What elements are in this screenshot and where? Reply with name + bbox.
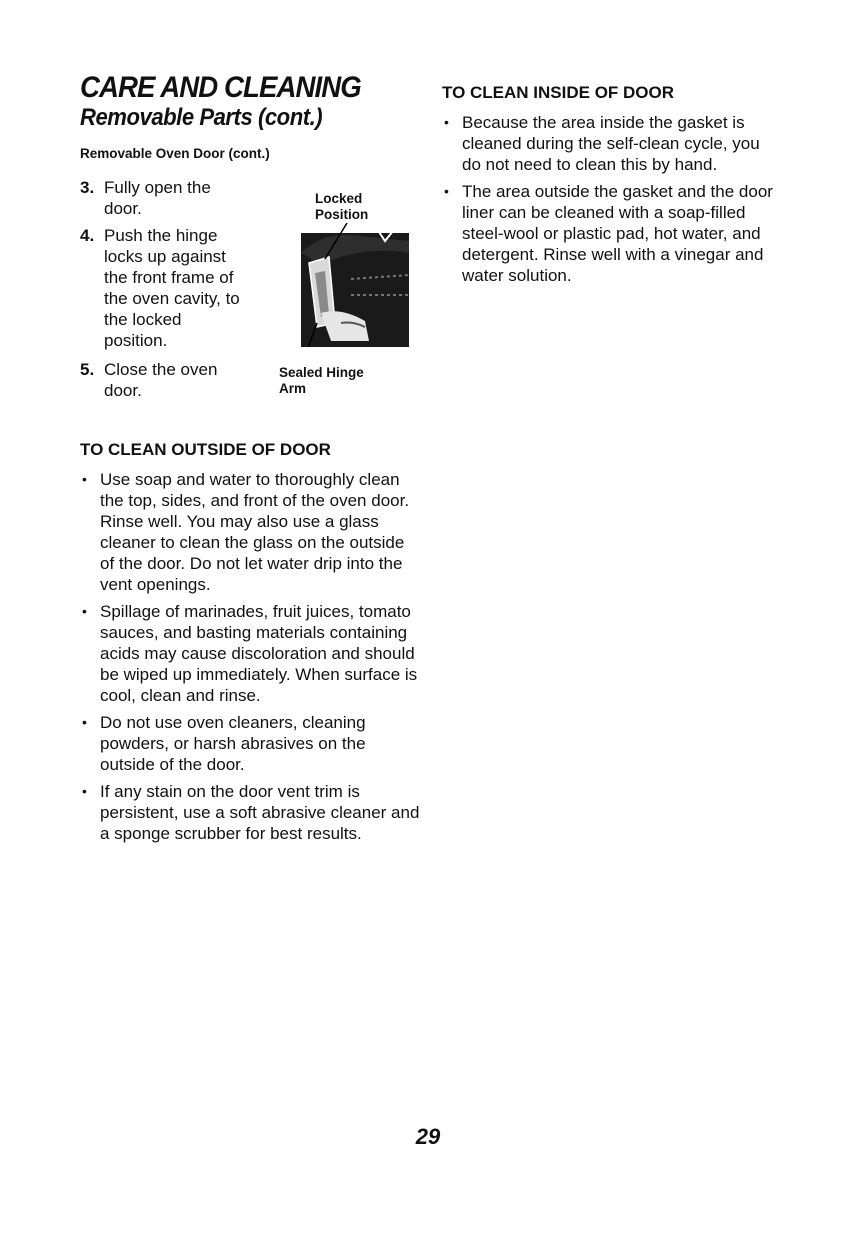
list-item (80, 469, 420, 595)
list-item-text: Because the area inside the gasket is cleaned during the self-clean cycle, you do not need to clean this by hand. (462, 113, 760, 174)
step-number: 5. (80, 360, 95, 379)
list-item-text: If any stain on the door vent trim is persistent, use a soft abrasive cleaner and a sponge scrubber for best results. (100, 782, 420, 843)
inside-door-list (442, 112, 782, 286)
page-title: CARE AND CLEANING (80, 71, 361, 104)
bullet-icon: • (444, 183, 449, 199)
step-text: Fully open the door. (104, 178, 211, 218)
list-item-text: Spillage of marinades, fruit juices, tomato sauces, and basting materials containing acids may cause discoloration and should be wiped up immediately. When surface is cool, clean and rinse. (100, 602, 418, 705)
list-item-text: The area outside the gasket and the door liner can be cleaned with a soap-filled steel-wool or plastic pad, hot water, and detergent. Rinse well with a vinegar and water solution. (462, 182, 773, 285)
figure-label-locked-position: Locked Position (315, 191, 369, 222)
step-number: 3. (80, 178, 95, 197)
bullet-icon: • (444, 114, 449, 130)
step-text: Close the oven door. (104, 360, 218, 400)
list-item (80, 712, 420, 775)
list-item-text: Do not use oven cleaners, cleaning powders, or harsh abrasives on the outside of the door. (100, 713, 366, 774)
list-item (442, 181, 782, 286)
page-number: 29 (415, 1124, 441, 1149)
left-column (80, 72, 420, 850)
outside-door-list (80, 469, 420, 844)
bullet-icon: • (82, 603, 87, 619)
bullet-icon: • (82, 471, 87, 487)
list-item (442, 112, 782, 175)
page-subtitle: Removable Parts (cont.) (80, 104, 323, 131)
list-item (80, 601, 420, 706)
section-label: Removable Oven Door (cont.) (80, 146, 270, 161)
bullet-icon: • (82, 783, 87, 799)
outside-door-section (80, 439, 420, 844)
bullet-icon: • (82, 714, 87, 730)
figure-label-sealed-hinge-arm: Sealed Hinge Arm (279, 365, 364, 396)
list-item-text: Use soap and water to thoroughly clean the top, sides, and front of the oven door. Rinse well. You may also use a glass cleaner to clean the glass on the outside of the door. Do not let water drip into the vent openings. (100, 470, 410, 594)
hinge-illustration (281, 223, 409, 347)
step-text: Push the hinge locks up against the front frame of the oven cavity, to the locked position. (104, 226, 240, 350)
inside-door-heading: TO CLEAN INSIDE OF DOOR (442, 83, 675, 102)
hinge-figure (279, 177, 429, 417)
step-number: 4. (80, 226, 95, 245)
steps-block (80, 177, 420, 417)
right-column (442, 82, 782, 292)
list-item (80, 781, 420, 844)
outside-door-heading: TO CLEAN OUTSIDE OF DOOR (80, 440, 331, 459)
